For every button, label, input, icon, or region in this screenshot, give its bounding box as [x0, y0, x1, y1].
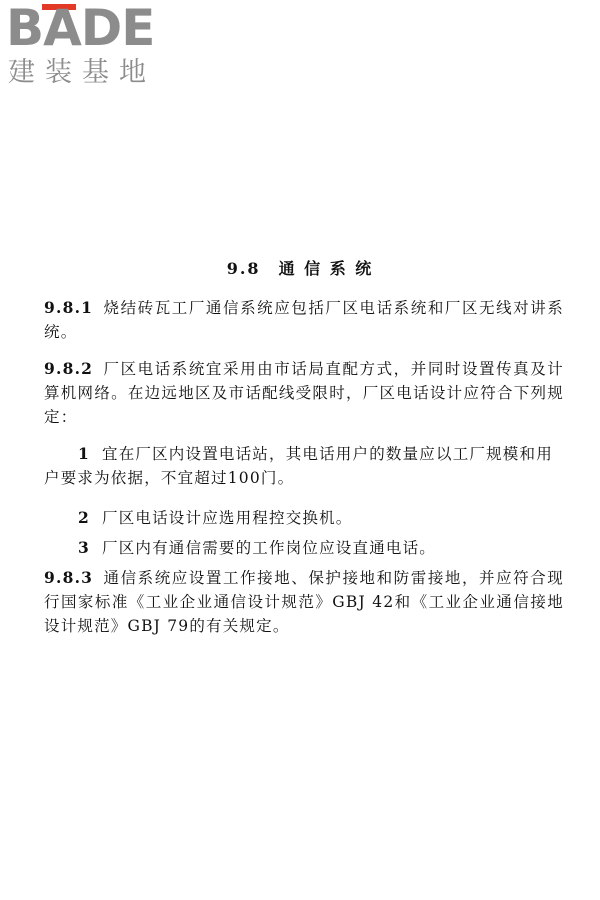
- clause-text: 厂区电话系统宜采用由市话局直配方式，并同时设置传真及计算机网络。在边远地区及市话配线受限时，厂区电话设计应符合下列规定：: [44, 360, 564, 426]
- list-item: [44, 442, 564, 490]
- section-heading: [0, 258, 600, 280]
- section-number: 9.8: [226, 259, 261, 278]
- item-text: 厂区内有通信需要的工作岗位应设直通电话。: [102, 539, 437, 557]
- clause-9-8-1: [44, 296, 564, 344]
- clause-number: 9.8.1: [44, 298, 94, 317]
- clause-9-8-3: [44, 566, 564, 638]
- clause-number: 9.8.3: [44, 568, 94, 587]
- watermark-brand: BADE: [6, 0, 155, 57]
- watermark-subtitle: 建装基地: [8, 57, 156, 88]
- section-title: 通 信 系 统: [278, 259, 374, 278]
- item-index: 3: [78, 538, 90, 557]
- list-item: [44, 536, 564, 560]
- clause-text: 通信系统应设置工作接地、保护接地和防雷接地，并应符合现行国家标准《工业企业通信设计规范》GBJ 42和《工业企业通信接地设计规范》GBJ 79的有关规定。: [44, 569, 564, 635]
- item-text: 厂区电话设计应选用程控交换机。: [102, 509, 353, 527]
- clause-number: 9.8.2: [44, 359, 94, 378]
- item-index: 2: [78, 508, 90, 527]
- list-item: [44, 506, 564, 530]
- item-text: 宜在厂区内设置电话站，其电话用户的数量应以工厂规模和用户要求为依据，不宜超过100门。: [44, 445, 553, 487]
- clause-text: 烧结砖瓦工厂通信系统应包括厂区电话系统和厂区无线对讲系统。: [44, 299, 564, 341]
- item-index: 1: [78, 444, 90, 463]
- clause-9-8-2: [44, 357, 564, 429]
